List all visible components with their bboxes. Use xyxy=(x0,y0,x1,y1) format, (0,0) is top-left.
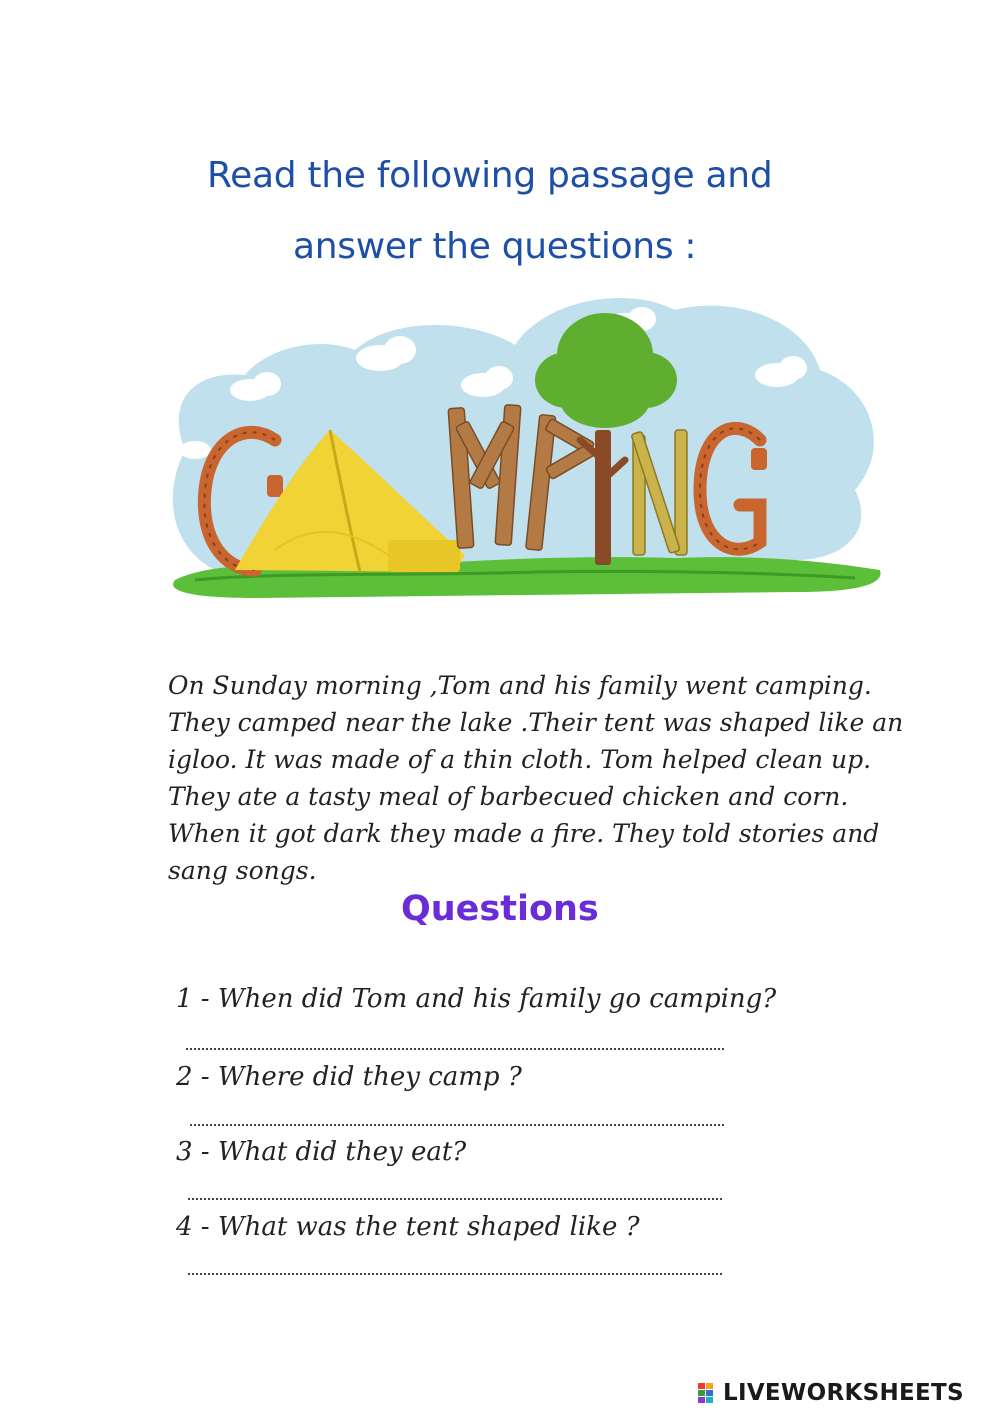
reading-passage xyxy=(168,667,903,889)
tree-trunk xyxy=(595,430,611,565)
answer-line-4[interactable] xyxy=(188,1273,722,1275)
question-4: 4 - What was the tent shaped like ? xyxy=(176,1212,640,1242)
title-line-1: Read the following passage and xyxy=(207,155,773,196)
question-1: 1 - When did Tom and his family go camping? xyxy=(176,984,777,1014)
passage-line: On Sunday morning ,Tom and his family went camping. xyxy=(168,671,872,700)
brand-name: LIVEWORKSHEETS xyxy=(723,1380,964,1406)
brand-logo xyxy=(697,1380,964,1406)
liveworksheets-icon xyxy=(697,1381,723,1405)
answer-line-2[interactable] xyxy=(190,1124,724,1126)
passage-line: igloo. It was made of a thin cloth. Tom helped clean up. xyxy=(168,745,872,774)
camping-illustration xyxy=(155,280,900,620)
question-2: 2 - Where did they camp ? xyxy=(176,1062,522,1092)
question-3: 3 - What did they eat? xyxy=(176,1137,467,1167)
passage-line: They ate a tasty meal of barbecued chicken and corn. xyxy=(168,782,849,811)
passage-line: When it got dark they made a fire. They told stories and xyxy=(168,819,880,848)
answer-line-3[interactable] xyxy=(188,1198,722,1200)
passage-line: sang songs. xyxy=(168,856,317,885)
answer-line-1[interactable] xyxy=(186,1048,724,1050)
passage-line: They camped near the lake .Their tent was shaped like an xyxy=(168,708,904,737)
questions-heading: Questions xyxy=(401,889,599,929)
title-line-2: answer the questions : xyxy=(293,226,697,267)
